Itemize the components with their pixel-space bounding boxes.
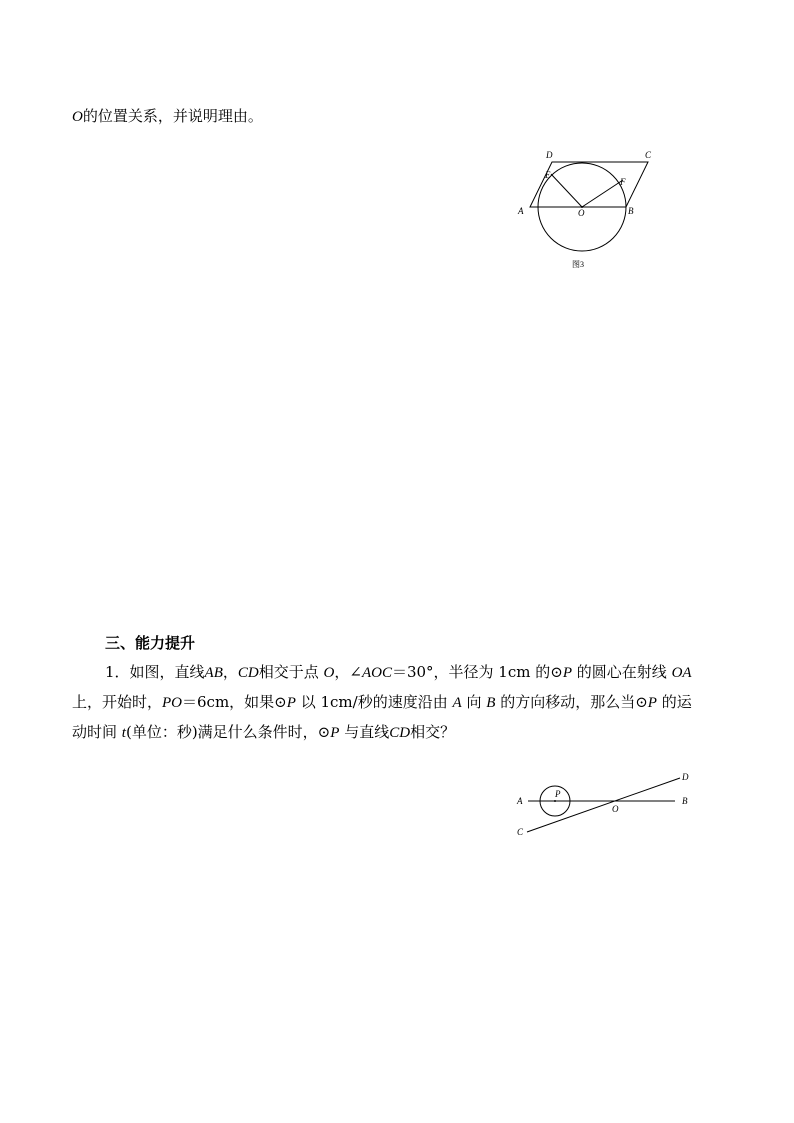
intro-sentence: 的位置关系，并说明理由。 [82,107,263,125]
line-ab-label: AB [204,665,223,681]
line-cd [527,778,680,832]
text-fragment: 的运 [661,693,692,711]
section-heading: 三、能力提升 [105,634,196,652]
text-fragment: 向 [466,693,482,711]
text-fragment: 的方向移动，那么当⊙ [500,693,648,711]
parallelogram-abcd [530,162,648,207]
label-e: E [545,170,551,180]
label-a: A [517,796,523,806]
label-c: C [645,150,652,160]
text-fragment: 1．如图，直线 [105,663,205,681]
segment-of [582,180,623,207]
text-fragment: (单位：秒)满足什么条件时，⊙ [125,723,331,741]
line-cd-label: CD [389,725,411,741]
angle-aoc-label: AOC [361,665,392,681]
circle-p-label: P [286,695,296,711]
line-cd-label: CD [237,665,259,681]
text-fragment: ， [222,663,238,681]
text-fragment: 相交？ [410,723,456,741]
figure-1-parallelogram-circle [505,145,675,275]
circle-p-label: P [330,725,340,741]
point-a-label: A [452,695,462,711]
problem-1-line-3 [72,722,455,743]
figure-2-intersecting-lines [510,768,700,840]
text-fragment: 上，开始时， [72,693,163,711]
point-b-label: B [486,695,496,711]
circle-p-label: P [562,665,572,681]
label-d: D [546,150,553,160]
point-o-label: O [72,109,83,125]
label-o: O [612,804,619,814]
text-fragment: ＝6cm，如果⊙ [182,693,287,711]
segment-oe [551,174,582,207]
text-fragment: 相交于点 [258,663,319,681]
point-o-label: O [323,665,335,681]
text-fragment: 以 1cm/秒的速度沿由 [300,693,448,711]
time-t-label: t [121,725,126,741]
text-fragment: 动时间 [72,723,118,741]
problem-1-line-1 [105,662,692,683]
text-fragment: ，∠ [334,663,362,681]
figure-1-caption: 图3 [572,260,584,269]
ray-oa-label: OA [671,665,692,681]
label-b: B [682,796,688,806]
label-o: O [578,208,585,218]
problem-1-line-2 [72,692,692,713]
label-p: P [555,789,561,799]
label-a: A [518,206,524,216]
label-f: F [620,177,626,187]
label-b: B [628,206,634,216]
point-p-dot [554,800,556,802]
label-c: C [517,827,524,837]
circle-p-label: P [647,695,657,711]
text-fragment: 与直线 [344,723,390,741]
label-d: D [682,772,689,782]
intro-text [72,106,263,127]
text-fragment: 的圆心在射线 [576,663,667,681]
segment-po-label: PO [162,695,183,711]
text-fragment: ＝30°，半径为 1cm 的⊙ [391,663,563,681]
